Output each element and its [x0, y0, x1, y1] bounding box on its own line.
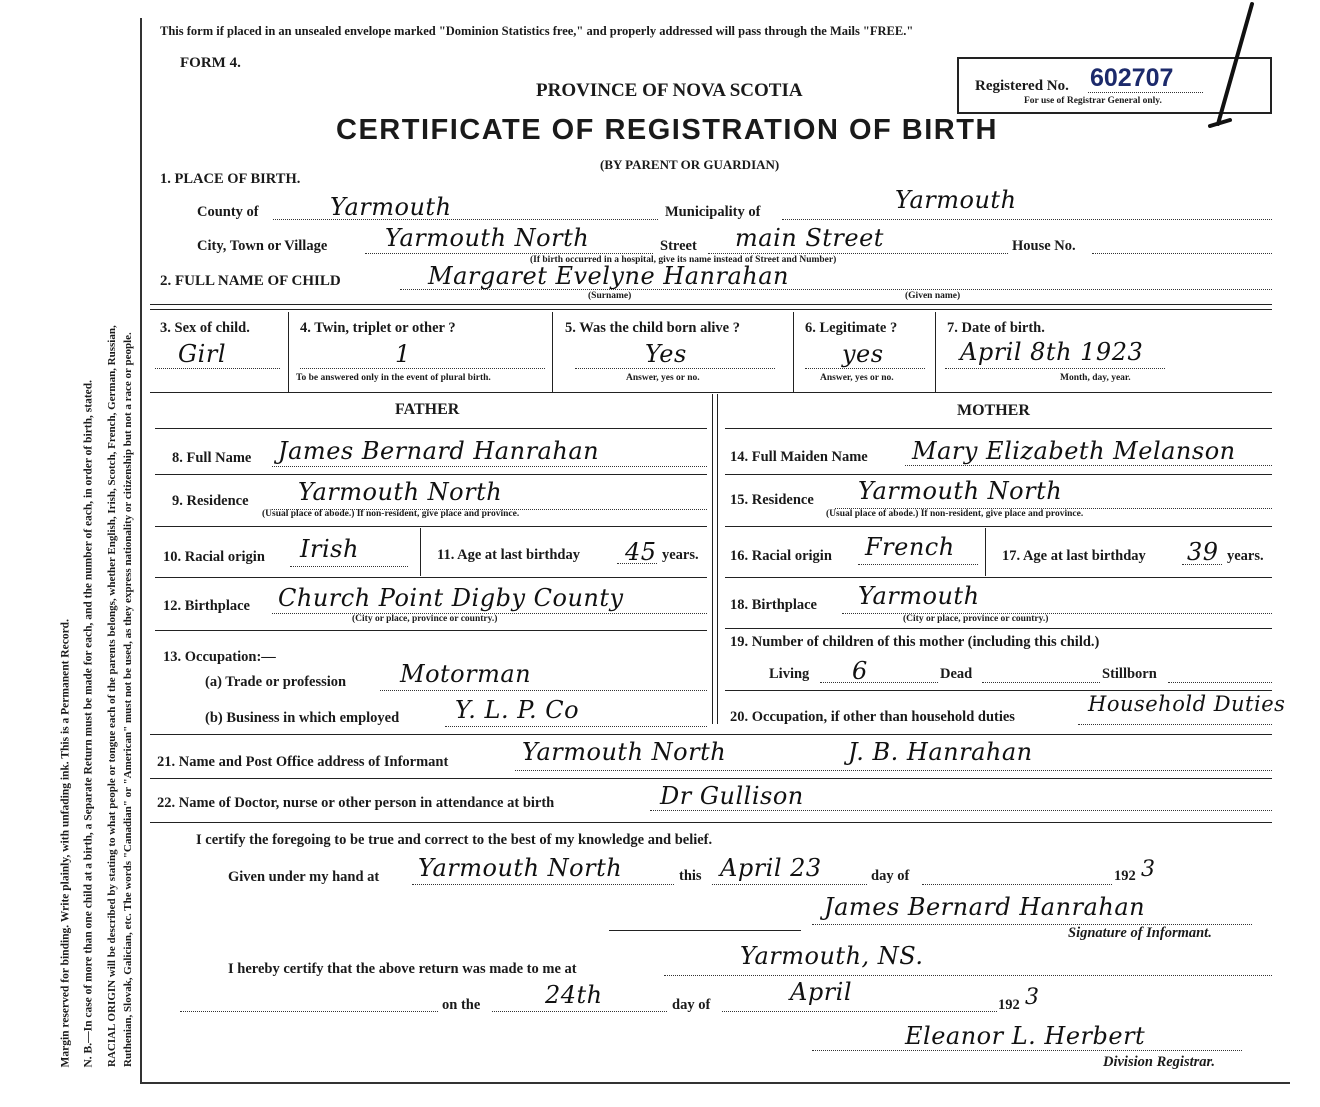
reg-number-line	[1088, 92, 1203, 93]
stillborn-line	[1168, 682, 1272, 683]
margin-note-racial-origin: RACIAL ORIGIN will be described by stating to what people or tongue each of the parents belongs, whether English, Irish, Scotch, French, German, Russian,	[106, 325, 118, 1067]
given-place-line	[412, 884, 674, 885]
mother-occ-label: 20. Occupation, if other than household duties	[730, 709, 1015, 725]
certify-statement: I certify the foregoing to be true and correct to the best of my knowledge and belief.	[196, 832, 713, 848]
twin-line	[300, 368, 545, 369]
father-race-divider	[420, 528, 421, 576]
father-rule-4	[155, 630, 707, 631]
father-rule-0	[155, 428, 707, 429]
father-rule-1	[155, 474, 707, 475]
mother-res-label: 15. Residence	[730, 492, 814, 508]
child-name-label: 2. FULL NAME OF CHILD	[160, 273, 341, 289]
city-label: City, Town or Village	[197, 238, 328, 254]
check-mark	[1196, 0, 1266, 135]
mother-name-value: Mary Elizabeth Melanson	[912, 437, 1236, 465]
page-title: CERTIFICATE OF REGISTRATION OF BIRTH	[336, 114, 998, 146]
form-number: FORM 4.	[180, 55, 241, 71]
living-line	[820, 682, 938, 683]
city-value: Yarmouth North	[385, 224, 590, 252]
informant-label: 21. Name and Post Office address of Informant	[157, 754, 449, 770]
sex-label: 3. Sex of child.	[160, 320, 250, 336]
father-biz-label: (b) Business in which employed	[205, 710, 400, 726]
parents-divider	[712, 394, 713, 724]
father-occ-label: 13. Occupation:—	[163, 649, 276, 665]
stillborn-label: Stillborn	[1102, 666, 1157, 682]
mother-race-label: 16. Racial origin	[730, 548, 832, 564]
doctor-line	[650, 810, 1272, 811]
given-label: Given under my hand at	[228, 869, 380, 885]
registrar-title: Division Registrar.	[1103, 1054, 1215, 1070]
legit-line	[805, 368, 925, 369]
father-res-note: (Usual place of abode.) If non-resident, give place and province.	[262, 509, 520, 519]
father-rule-3	[155, 577, 707, 578]
dead-label: Dead	[940, 666, 973, 682]
margin-note-racial-origin-2: Ruthenian, Slovak, Galician, etc. The words "Canadian" or "American" must not be used, as they express nationality or citizenship but not a race or people.	[122, 332, 134, 1067]
county-label: County of	[197, 204, 259, 220]
street-value: main Street	[735, 224, 884, 252]
father-heading: FATHER	[395, 401, 460, 418]
street-label: Street	[660, 238, 697, 254]
twin-label: 4. Twin, triplet or other ?	[300, 320, 456, 336]
doctor-value: Dr Gullison	[660, 782, 804, 810]
mother-rule-0	[725, 428, 1272, 429]
house-label: House No.	[1012, 238, 1076, 254]
children-label: 19. Number of children of this mother (including this child.)	[730, 634, 1100, 650]
rule-4	[150, 778, 1272, 779]
frame-bottom	[140, 1082, 1290, 1084]
alive-value: Yes	[645, 340, 687, 368]
mother-rule-2	[725, 526, 1272, 527]
parents-divider-2	[717, 394, 718, 724]
day-of-label: day of	[871, 868, 910, 884]
hospital-note: (If birth occurred in a hospital, give its name instead of Street and Number)	[530, 255, 837, 265]
mother-race-divider	[985, 528, 986, 576]
mother-bp-value: Yarmouth	[858, 582, 980, 610]
registrar-place-line	[664, 975, 1272, 976]
father-res-label: 9. Residence	[172, 493, 249, 509]
dob-label: 7. Date of birth.	[947, 320, 1045, 336]
mother-age-value: 39	[1187, 538, 1219, 566]
alive-label: 5. Was the child born alive ?	[565, 320, 740, 336]
father-age-label: 11. Age at last birthday	[437, 547, 580, 563]
informant-sig-label: Signature of Informant.	[1068, 925, 1212, 941]
twin-value: 1	[395, 340, 411, 368]
father-name-label: 8. Full Name	[172, 450, 252, 466]
mother-rule-4	[725, 628, 1272, 629]
given-note: (Given name)	[905, 291, 961, 301]
registrar-month-line	[722, 1011, 997, 1012]
given-year-digit: 3	[1141, 857, 1156, 882]
margin-note-binding: Margin reserved for binding. Write plainly, with unfading ink. This is a Permanent Record.	[59, 618, 72, 1067]
street-line	[708, 253, 1008, 254]
alive-note: Answer, yes or no.	[626, 373, 700, 383]
given-year-prefix: 192	[1114, 868, 1136, 884]
alive-line	[575, 368, 775, 369]
municipality-line	[782, 219, 1272, 220]
divider-5-6	[793, 312, 794, 392]
registrar-day-value: 24th	[545, 981, 603, 1009]
rule-2	[150, 392, 1272, 393]
living-label: Living	[769, 666, 810, 682]
father-trade-line	[380, 690, 707, 691]
father-trade-label: (a) Trade or profession	[205, 674, 347, 690]
legit-label: 6. Legitimate ?	[805, 320, 898, 336]
place-heading: 1. PLACE OF BIRTH.	[160, 171, 301, 187]
child-name-value: Margaret Evelyne Hanrahan	[428, 262, 789, 290]
registrar-statement: I hereby certify that the above return was made to me at	[228, 961, 577, 977]
father-trade-value: Motorman	[400, 660, 532, 688]
mother-race-line	[858, 564, 978, 565]
margin-note-multiple-birth: N. B.—In case of more than one child at a birth, a Separate Return must be made for each, and the number of each, in order of birth, stated.	[82, 379, 95, 1067]
father-res-value: Yarmouth North	[298, 478, 503, 506]
divider-4-5	[552, 312, 553, 392]
father-bp-note: (City or place, province or country.)	[352, 614, 498, 624]
divider-6-7	[935, 312, 936, 392]
father-name-line	[272, 466, 707, 467]
mother-occ-line	[1078, 724, 1272, 725]
rule-3	[150, 734, 1272, 735]
dob-note: Month, day, year.	[1060, 373, 1131, 383]
informant-address: Yarmouth North	[522, 738, 727, 766]
registrar-year-digit: 3	[1025, 985, 1040, 1010]
sex-value: Girl	[178, 340, 226, 368]
mother-rule-5	[725, 690, 1272, 691]
mother-occ-value: Household Duties	[1088, 692, 1286, 716]
registrar-place-value: Yarmouth, NS.	[740, 942, 924, 970]
registrar-lead-line	[180, 1011, 438, 1012]
reg-note: For use of Registrar General only.	[1024, 96, 1162, 106]
registrar-year-prefix: 192	[998, 997, 1020, 1013]
mother-rule-1	[725, 474, 1272, 475]
father-biz-line	[445, 726, 707, 727]
mother-rule-3	[725, 577, 1272, 578]
father-race-line	[290, 566, 408, 567]
registrar-day-of-label: day of	[672, 997, 711, 1013]
given-day-line	[712, 884, 867, 885]
father-rule-2	[155, 526, 707, 527]
mother-bp-label: 18. Birthplace	[730, 597, 817, 613]
page-subtitle: (BY PARENT OR GUARDIAN)	[600, 157, 780, 172]
municipality-value: Yarmouth	[895, 186, 1017, 214]
mail-note: This form if placed in an unsealed envelope marked "Dominion Statistics free," and properly addressed will pass through the Mails "FREE."	[160, 24, 914, 38]
given-day-value: April 23	[720, 854, 822, 882]
informant-line	[515, 770, 1272, 771]
father-name-value: James Bernard Hanrahan	[278, 437, 600, 465]
mother-age-label: 17. Age at last birthday	[1002, 548, 1146, 564]
divider-3-4	[288, 312, 289, 392]
living-value: 6	[852, 657, 868, 685]
father-bp-label: 12. Birthplace	[163, 598, 250, 614]
mother-heading: MOTHER	[957, 402, 1030, 419]
surname-note: (Surname)	[588, 291, 632, 301]
informant-name: J. B. Hanrahan	[848, 738, 1033, 766]
city-line	[365, 253, 653, 254]
father-age-value: 45	[625, 538, 657, 566]
mother-age-years: years.	[1227, 548, 1264, 564]
rule-1b	[150, 309, 1272, 310]
dob-value: April 8th 1923	[960, 338, 1144, 366]
mother-bp-note: (City or place, province or country.)	[903, 614, 1049, 624]
father-age-years: years.	[662, 547, 699, 563]
mother-res-value: Yarmouth North	[858, 477, 1063, 505]
mother-name-line	[905, 465, 1272, 466]
twin-note: To be answered only in the event of plural birth.	[296, 373, 491, 383]
on-the-label: on the	[442, 997, 481, 1013]
reg-label: Registered No.	[975, 78, 1069, 94]
legit-value: yes	[842, 340, 884, 368]
house-line	[1092, 253, 1272, 254]
dob-line	[945, 368, 1165, 369]
rule-1	[150, 304, 1272, 305]
mother-res-note: (Usual place of abode.) If non-resident, give place and province.	[826, 509, 1084, 519]
dead-line	[982, 682, 1100, 683]
municipality-label: Municipality of	[665, 204, 761, 220]
mother-name-label: 14. Full Maiden Name	[730, 449, 868, 465]
registrar-month-value: April	[790, 978, 853, 1006]
mother-race-value: French	[865, 533, 955, 561]
registrar-signature: Eleanor L. Herbert	[905, 1022, 1146, 1050]
father-race-value: Irish	[300, 535, 359, 563]
left-sig-line	[609, 930, 801, 931]
province-heading: PROVINCE OF NOVA SCOTIA	[536, 80, 803, 101]
father-biz-value: Y. L. P. Co	[455, 696, 580, 724]
frame-left	[140, 18, 142, 1084]
sex-line	[155, 368, 280, 369]
father-race-label: 10. Racial origin	[163, 549, 265, 565]
given-year-line	[922, 884, 1112, 885]
father-bp-value: Church Point Digby County	[278, 584, 624, 612]
doctor-label: 22. Name of Doctor, nurse or other person in attendance at birth	[157, 795, 555, 811]
informant-signature: James Bernard Hanrahan	[824, 893, 1146, 921]
legit-note: Answer, yes or no.	[820, 373, 894, 383]
reg-number: 602707	[1090, 64, 1174, 92]
county-value: Yarmouth	[330, 193, 452, 221]
rule-5	[150, 822, 1272, 823]
registrar-sig-line	[812, 1050, 1242, 1051]
given-place-value: Yarmouth North	[418, 854, 623, 882]
registrar-day-line	[492, 1011, 667, 1012]
this-label: this	[679, 868, 702, 884]
